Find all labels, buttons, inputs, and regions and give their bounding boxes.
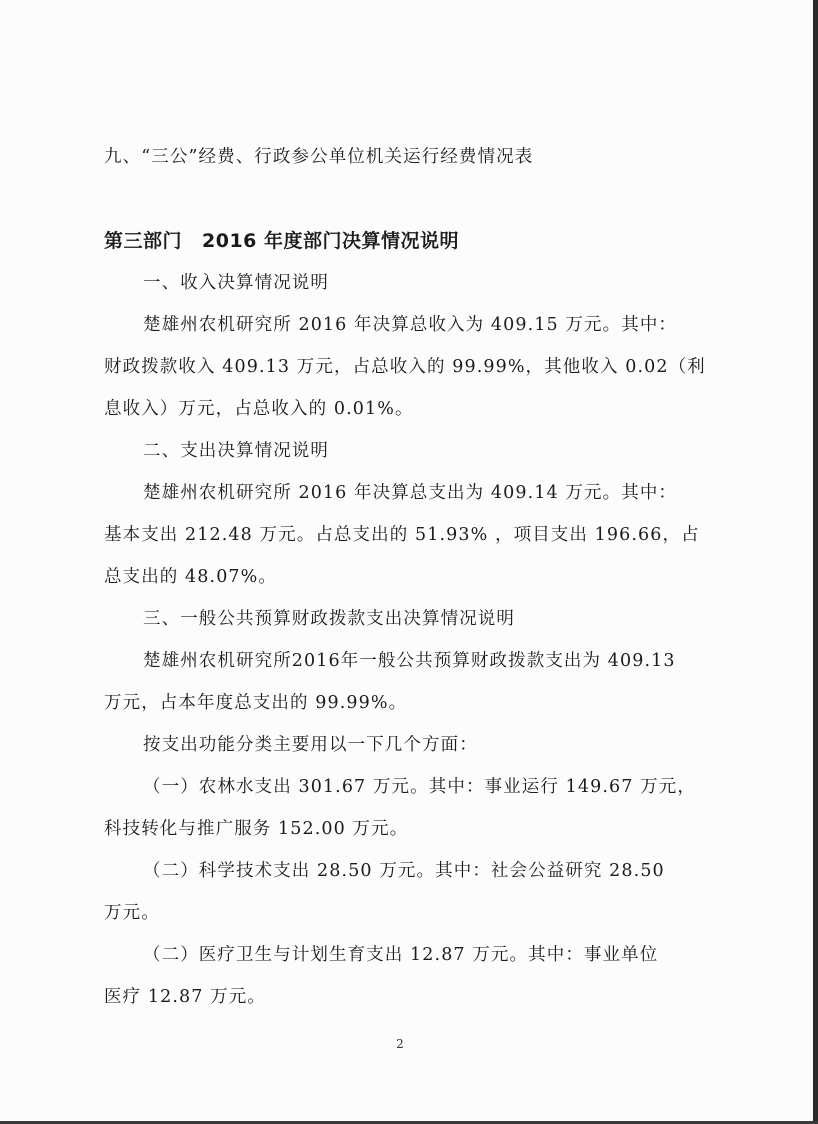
page-number: 2 xyxy=(396,1037,404,1051)
item-science-line-2: 万元。 xyxy=(104,903,160,923)
item-agriculture-line-2: 科技转化与推广服务 152.00 万元。 xyxy=(104,819,409,839)
item-health-line-2: 医疗 12.87 万元。 xyxy=(104,987,266,1007)
expenditure-line-1: 楚雄州农机研究所 2016 年决算总支出为 409.14 万元。其中： xyxy=(143,483,678,503)
section-heading-title: 2016 年度部门决算情况说明 xyxy=(202,230,460,252)
income-line-2: 财政拨款收入 409.13 万元，占总收入的 99.99%，其他收入 0.02（利 xyxy=(104,357,706,377)
budget-line-1: 楚雄州农机研究所2016年一般公共预算财政拨款支出为 409.13 xyxy=(143,651,676,671)
toc-item: 九、“三公”经费、行政参公单位机关运行经费情况表 xyxy=(104,147,534,167)
function-intro: 按支出功能分类主要用以一下几个方面： xyxy=(143,735,478,755)
item-agriculture-line-1: （一）农林水支出 301.67 万元。其中：事业运行 149.67 万元， xyxy=(143,777,696,797)
section-heading xyxy=(104,222,459,260)
expenditure-section-heading: 二、支出决算情况说明 xyxy=(143,441,329,461)
item-science-line-1: （二）科学技术支出 28.50 万元。其中：社会公益研究 28.50 xyxy=(143,861,665,881)
income-line-3: 息收入）万元，占总收入的 0.01%。 xyxy=(104,399,414,419)
expenditure-line-2: 基本支出 212.48 万元。占总支出的 51.93% ，项目支出 196.66，占 xyxy=(104,525,700,545)
scan-edge-right xyxy=(813,0,818,1124)
item-health-line-1: （二）医疗卫生与计划生育支出 12.87 万元。其中：事业单位 xyxy=(143,945,659,965)
expenditure-line-3: 总支出的 48.07%。 xyxy=(104,567,277,587)
budget-section-heading: 三、一般公共预算财政拨款支出决算情况说明 xyxy=(143,609,515,629)
budget-line-2: 万元，占本年度总支出的 99.99%。 xyxy=(104,693,408,713)
income-line-1: 楚雄州农机研究所 2016 年决算总收入为 409.15 万元。其中： xyxy=(143,315,678,335)
section-heading-part: 第三部门 xyxy=(104,230,183,252)
income-section-heading: 一、收入决算情况说明 xyxy=(143,273,329,293)
